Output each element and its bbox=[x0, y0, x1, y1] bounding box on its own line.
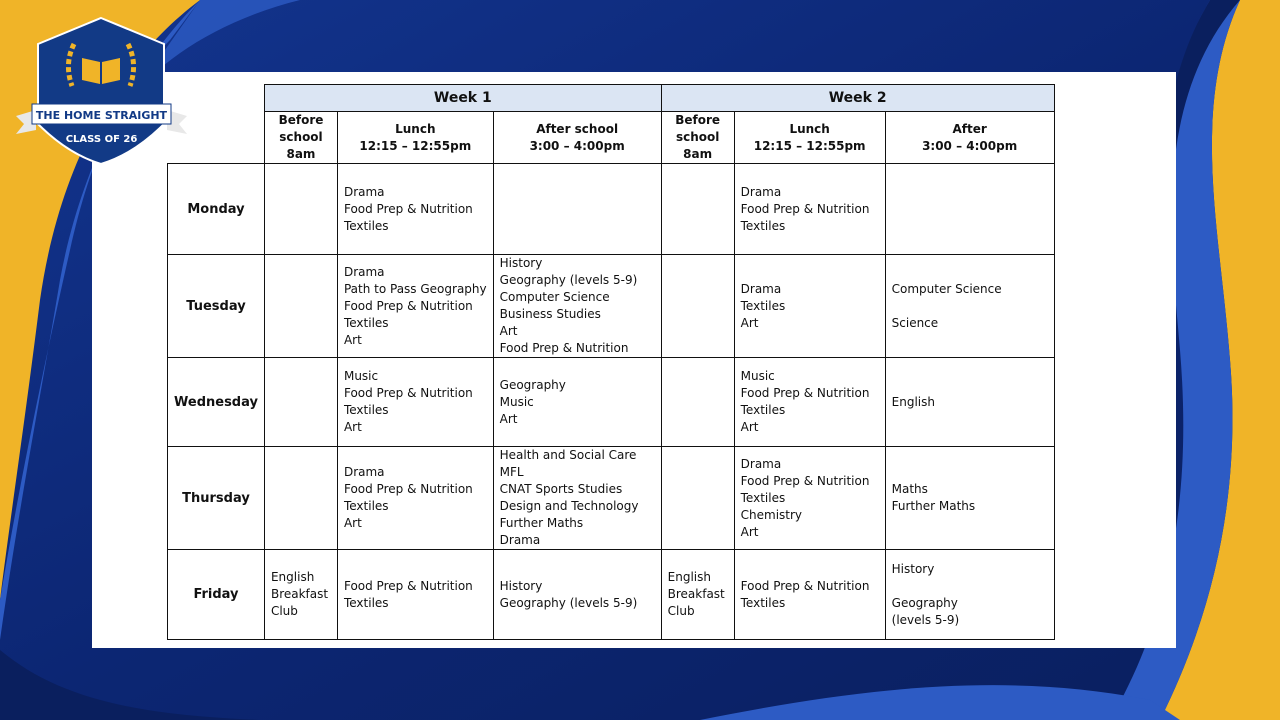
club-name: Textiles bbox=[343, 218, 389, 233]
club-name: Health and Social Care bbox=[499, 448, 637, 462]
club-name: English bbox=[667, 570, 711, 584]
club-name bbox=[892, 578, 1048, 595]
club-name: Art bbox=[740, 315, 759, 330]
club-name: Art bbox=[740, 420, 759, 434]
timetable-cell bbox=[337, 255, 493, 358]
column-header-line: 3:00 – 4:00pm bbox=[922, 138, 1018, 153]
club-name: Textiles bbox=[740, 298, 786, 313]
day-label: Wednesday bbox=[168, 358, 265, 447]
timetable-cell bbox=[264, 447, 337, 550]
club-name: MFL bbox=[499, 465, 524, 479]
club-name: Further Maths bbox=[499, 516, 584, 530]
timetable-cell bbox=[885, 255, 1054, 358]
column-header-line: Before bbox=[675, 113, 721, 127]
column-header-line: 8am bbox=[683, 147, 713, 161]
club-name: Drama bbox=[343, 264, 385, 279]
club-name: Drama bbox=[499, 533, 541, 547]
column-header-line: After school bbox=[536, 121, 619, 136]
club-name: English bbox=[270, 570, 315, 584]
club-name: Breakfast bbox=[667, 587, 725, 601]
timetable-cell bbox=[661, 164, 734, 255]
club-name: Maths bbox=[891, 482, 928, 496]
club-name: Art bbox=[499, 411, 518, 426]
club-name: Business Studies bbox=[499, 307, 601, 321]
column-header-line: Lunch bbox=[395, 121, 436, 136]
timetable-cell bbox=[661, 358, 734, 447]
table-row bbox=[168, 358, 1055, 447]
week-1-header: Week 1 bbox=[264, 85, 661, 112]
timetable-cell bbox=[493, 358, 661, 447]
club-name: Science bbox=[891, 315, 939, 330]
timetable-cell bbox=[734, 358, 885, 447]
club-name: Textiles bbox=[740, 595, 786, 610]
day-label: Tuesday bbox=[168, 255, 265, 358]
club-name: Food Prep & Nutrition bbox=[343, 201, 473, 216]
club-name bbox=[892, 298, 1048, 315]
class-logo bbox=[14, 14, 189, 164]
club-name: Art bbox=[343, 332, 362, 347]
timetable-cell bbox=[337, 447, 493, 550]
timetable-cell bbox=[734, 447, 885, 550]
day-label: Thursday bbox=[168, 447, 265, 550]
club-name: Textiles bbox=[343, 403, 389, 417]
table-row bbox=[168, 550, 1055, 640]
table-row bbox=[168, 164, 1055, 255]
club-name: Food Prep & Nutrition bbox=[740, 578, 870, 593]
column-header-line: 8am bbox=[286, 147, 316, 161]
club-name: Food Prep & Nutrition bbox=[343, 386, 473, 400]
club-name: Food Prep & Nutrition bbox=[343, 482, 473, 496]
timetable-cell bbox=[264, 550, 337, 640]
column-header-line: 12:15 – 12:55pm bbox=[359, 138, 472, 153]
timetable-cell bbox=[493, 550, 661, 640]
timetable-cell bbox=[734, 164, 885, 255]
club-name: Music bbox=[343, 369, 379, 383]
club-name: History bbox=[499, 256, 543, 270]
club-name: Computer Science bbox=[499, 290, 610, 304]
club-name: History bbox=[891, 561, 935, 576]
club-name: Path to Pass Geography bbox=[343, 281, 487, 296]
timetable-cell bbox=[264, 255, 337, 358]
club-name: (levels 5-9) bbox=[891, 612, 960, 627]
timetable-cell bbox=[885, 550, 1054, 640]
club-name: Art bbox=[343, 420, 362, 434]
column-header-line: Before bbox=[278, 113, 324, 127]
club-name: Music bbox=[499, 394, 534, 409]
timetable-cell bbox=[661, 447, 734, 550]
column-header-line: Lunch bbox=[789, 121, 830, 136]
club-name: Geography bbox=[499, 377, 566, 392]
club-name: Club bbox=[270, 604, 298, 618]
day-label: Monday bbox=[168, 164, 265, 255]
club-name: Geography bbox=[891, 595, 958, 610]
timetable-cell bbox=[493, 164, 661, 255]
club-name: Food Prep & Nutrition bbox=[740, 386, 870, 400]
club-name: Textiles bbox=[343, 595, 389, 610]
club-name: Computer Science bbox=[891, 281, 1002, 296]
column-header-line: After bbox=[952, 121, 987, 136]
week-2-column-header bbox=[734, 112, 885, 164]
club-name: Food Prep & Nutrition bbox=[343, 578, 473, 593]
club-name: Textiles bbox=[740, 403, 786, 417]
club-name: Club bbox=[667, 604, 695, 618]
club-name: Geography (levels 5-9) bbox=[499, 595, 638, 610]
week-1-column-header bbox=[337, 112, 493, 164]
corner-blank bbox=[168, 85, 265, 164]
club-name: Art bbox=[740, 524, 759, 539]
timetable-cell bbox=[264, 164, 337, 255]
club-name: Food Prep & Nutrition bbox=[499, 341, 629, 355]
timetable-cell bbox=[661, 255, 734, 358]
club-name: Breakfast bbox=[270, 587, 329, 601]
timetable-cell bbox=[264, 358, 337, 447]
column-header-line: school bbox=[675, 130, 720, 144]
club-name: Further Maths bbox=[891, 499, 976, 513]
club-name: Chemistry bbox=[740, 507, 803, 522]
timetable-cell bbox=[493, 255, 661, 358]
club-name: Textiles bbox=[343, 499, 389, 513]
club-name: Textiles bbox=[343, 315, 389, 330]
week-2-column-header bbox=[885, 112, 1054, 164]
column-header-line: school bbox=[279, 130, 323, 144]
logo-class-text: CLASS OF 26 bbox=[65, 134, 138, 145]
week-2-column-header bbox=[661, 112, 734, 164]
week-1-column-header bbox=[493, 112, 661, 164]
timetable-cell bbox=[337, 164, 493, 255]
club-name: Drama bbox=[740, 281, 782, 296]
club-name: Art bbox=[499, 324, 518, 338]
club-name: Geography (levels 5-9) bbox=[499, 273, 638, 287]
table-row bbox=[168, 255, 1055, 358]
table-row bbox=[168, 447, 1055, 550]
week-1-column-header bbox=[264, 112, 337, 164]
club-name: English bbox=[891, 394, 935, 409]
club-name: Textiles bbox=[740, 218, 786, 233]
timetable-cell bbox=[337, 358, 493, 447]
club-name: Food Prep & Nutrition bbox=[343, 298, 473, 313]
timetable-cell bbox=[885, 358, 1054, 447]
club-name: Food Prep & Nutrition bbox=[740, 473, 870, 488]
club-name: CNAT Sports Studies bbox=[499, 482, 623, 496]
day-label: Friday bbox=[168, 550, 265, 640]
club-name: Design and Technology bbox=[499, 499, 639, 513]
timetable-cell bbox=[661, 550, 734, 640]
club-name: Drama bbox=[740, 184, 782, 199]
timetable-cell bbox=[885, 447, 1054, 550]
timetable-cell bbox=[493, 447, 661, 550]
week-2-header: Week 2 bbox=[661, 85, 1054, 112]
clubs-timetable bbox=[167, 84, 1055, 640]
club-name: Drama bbox=[343, 184, 385, 199]
time-header-row bbox=[168, 112, 1055, 164]
week-header-row bbox=[168, 85, 1055, 112]
timetable-cell bbox=[734, 255, 885, 358]
column-header-line: 12:15 – 12:55pm bbox=[753, 138, 866, 153]
timetable-cell bbox=[885, 164, 1054, 255]
club-name: Art bbox=[343, 516, 362, 530]
timetable-cell bbox=[734, 550, 885, 640]
club-name: Food Prep & Nutrition bbox=[740, 201, 870, 216]
club-name: Music bbox=[740, 369, 775, 383]
club-name: Drama bbox=[740, 456, 782, 471]
club-name: Textiles bbox=[740, 490, 786, 505]
timetable-cell bbox=[337, 550, 493, 640]
club-name: History bbox=[499, 578, 543, 593]
logo-banner-text: THE HOME STRAIGHT bbox=[35, 109, 168, 122]
club-name: Drama bbox=[343, 465, 385, 479]
column-header-line: 3:00 – 4:00pm bbox=[529, 138, 625, 153]
